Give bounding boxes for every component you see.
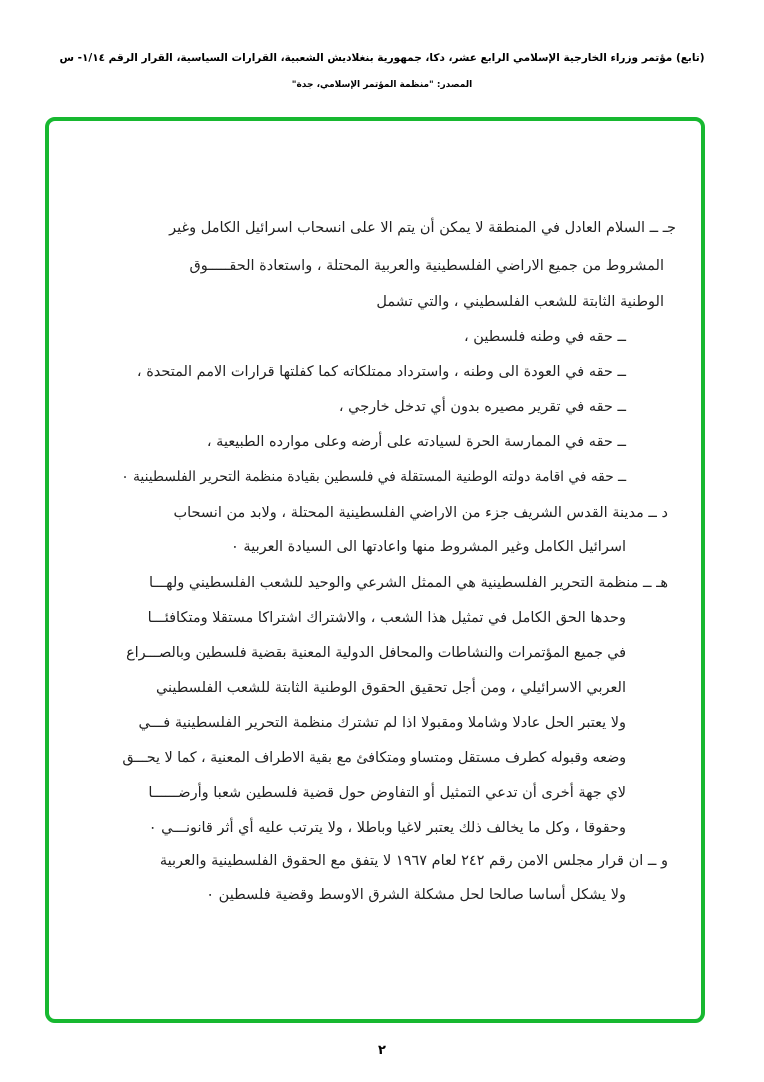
text-line: اسرائيل الكامل وغير المشروط منها واعادتها الى السيادة العربية ٠ bbox=[231, 539, 626, 555]
text-line: ــ حقه في الممارسة الحرة لسيادته على أرضه وعلى موارده الطبيعية ، bbox=[206, 434, 626, 450]
text-line: وحدها الحق الكامل في تمثيل هذا الشعب ، والاشتراك اشتراكا مستقلا ومتكافئـــا bbox=[147, 610, 626, 626]
text-line: ــ حقه في العودة الى وطنه ، واسترداد ممتلكاته كما كفلتها قرارات الامم المتحدة ، bbox=[136, 364, 626, 380]
text-line: ولا يشكل أساسا صالحا لحل مشكلة الشرق الاوسط وقضية فلسطين ٠ bbox=[206, 887, 626, 903]
text-line: لاي جهة أخرى أن تدعي التمثيل أو التفاوض حول قضية فلسطين شعبا وأرضــــــا bbox=[148, 785, 626, 801]
text-line: المشروط من جميع الاراضي الفلسطينية والعربية المحتلة ، واستعادة الحقـــــوق bbox=[189, 258, 664, 274]
text-line: جـ ــ السلام العادل في المنطقة لا يمكن أن يتم الا على انسحاب اسرائيل الكامل وغير bbox=[169, 220, 676, 236]
text-line: ــ حقه في وطنه فلسطين ، bbox=[464, 329, 626, 345]
page-number: ٢ bbox=[378, 1043, 386, 1058]
text-line: في جميع المؤتمرات والنشاطات والمحافل الدولية المعنية بقضية فلسطين وبالصـــراع bbox=[126, 645, 626, 661]
text-line: وحقوقا ، وكل ما يخالف ذلك يعتبر لاغيا وباطلا ، ولا يترتب عليه أي أثر قانونـــي ٠ bbox=[148, 820, 626, 836]
text-line: ــ حقه في اقامة دولته الوطنية المستقلة في فلسطين بقيادة منظمة التحرير الفلسطينية ٠ bbox=[121, 469, 626, 485]
text-line: الوطنية الثابتة للشعب الفلسطيني ، والتي تشمل bbox=[376, 294, 664, 310]
text-line: ــ حقه في تقرير مصيره بدون أي تدخل خارجي ، bbox=[338, 399, 626, 415]
text-line: هـ ــ منظمة التحرير الفلسطينية هي الممثل الشرعي والوحيد للشعب الفلسطيني ولهـــا bbox=[148, 575, 668, 591]
document-source: المصدر: "منظمة المؤتمر الإسلامي، جدة" bbox=[291, 80, 473, 90]
document-header-title: (تابع) مؤتمر وزراء الخارجية الإسلامي الرابع عشر، دكا، جمهورية بنغلاديش الشعبية، القرارات السياسية، القرار الرقم ١/١٤- س bbox=[59, 52, 705, 64]
text-line: وضعه وقبوله كطرف مستقل ومتساو ومتكافئ مع بقية الاطراف المعنية ، كما لا يحـــق bbox=[122, 750, 626, 766]
text-line: العربي الاسرائيلي ، ومن أجل تحقيق الحقوق الوطنية الثابتة للشعب الفلسطيني bbox=[155, 680, 626, 696]
text-line: و ــ ان قرار مجلس الامن رقم ٢٤٢ لعام ١٩٦٧ لا يتفق مع الحقوق الفلسطينية والعربية bbox=[159, 853, 668, 869]
text-line: ولا يعتبر الحل عادلا وشاملا ومقبولا اذا لم تشترك منظمة التحرير الفلسطينية فـــي bbox=[138, 715, 626, 731]
text-line: د ــ مدينة القدس الشريف جزء من الاراضي الفلسطينية المحتلة ، ولابد من انسحاب bbox=[173, 505, 668, 521]
